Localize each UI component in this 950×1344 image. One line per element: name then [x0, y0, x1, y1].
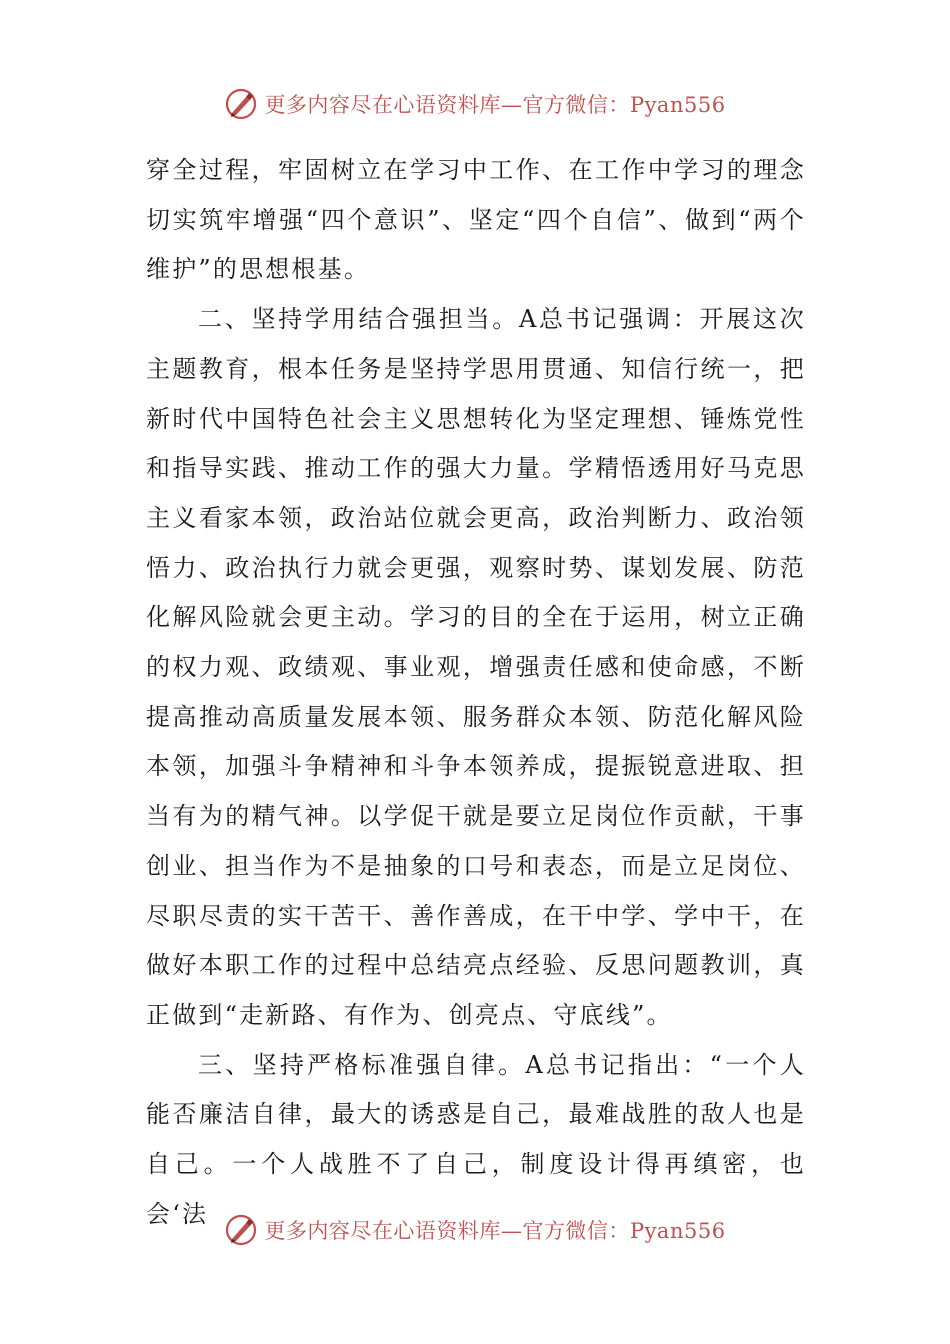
watermark-dash: — [500, 93, 523, 117]
watermark-dash: — [500, 1219, 523, 1243]
watermark-text [264, 89, 725, 119]
paragraph-section-two: 二、坚持学用结合强担当。A总书记强调：开展这次主题教育，根本任务是坚持学思用贯通、知信行统一，把新时代中国特色社会主义思想转化为坚定理想、锤炼党性和指导实践、推动工作的强大力量。学精悟透用好马克思主义看家本领，政治站位就会更高，政治判断力、政治领悟力、政治执行力就会更强，观察时势、谋划发展、防范化解风险就会更主动。学习的目的全在于运用，树立正确的权力观、政绩观、事业观，增强责任感和使命感，不断提高推动高质量发展本领、服务群众本领、防范化解风险本领，加强斗争精神和斗争本领养成，提振锐意进取、担当有为的精气神。以学促干就是要立足岗位作贡献，干事创业、担当作为不是抽象的口号和表态，而是立足岗位、尽职尽责的实干苦干、善作善成，在干中学、学中干，在做好本职工作的过程中总结亮点经验、反思问题教训，真正做到“走新路、有作为、创亮点、守底线”。 [146, 305, 806, 1029]
footer-watermark [0, 1208, 950, 1252]
watermark-wechat-label: 官方微信： [522, 93, 630, 117]
pen-logo-icon [224, 87, 258, 121]
watermark-site: 更多内容尽在心语资料库 [264, 93, 501, 117]
watermark-group [224, 87, 725, 121]
document-body [146, 146, 806, 1239]
pen-logo-icon [224, 1213, 258, 1247]
paragraph-section-three: 三、坚持严格标准强自律。A总书记指出：“一个人能否廉洁自律，最大的诱惑是自己，最难战胜的敌人也是自己。一个人战胜不了自己，制度设计得再缜密，也会‘法 [146, 1050, 806, 1228]
header-watermark [0, 82, 950, 126]
watermark-wechat-id: Pyan556 [629, 1219, 726, 1243]
watermark-text [264, 1215, 725, 1245]
paragraph-continuation: 穿全过程，牢固树立在学习中工作、在工作中学习的理念切实筑牢增强“四个意识”、坚定“四个自信”、做到“两个维护”的思想根基。 [146, 156, 806, 284]
watermark-wechat-label: 官方微信： [522, 1219, 630, 1243]
watermark-wechat-id: Pyan556 [629, 93, 726, 117]
watermark-site: 更多内容尽在心语资料库 [264, 1219, 501, 1243]
watermark-group [224, 1213, 725, 1247]
